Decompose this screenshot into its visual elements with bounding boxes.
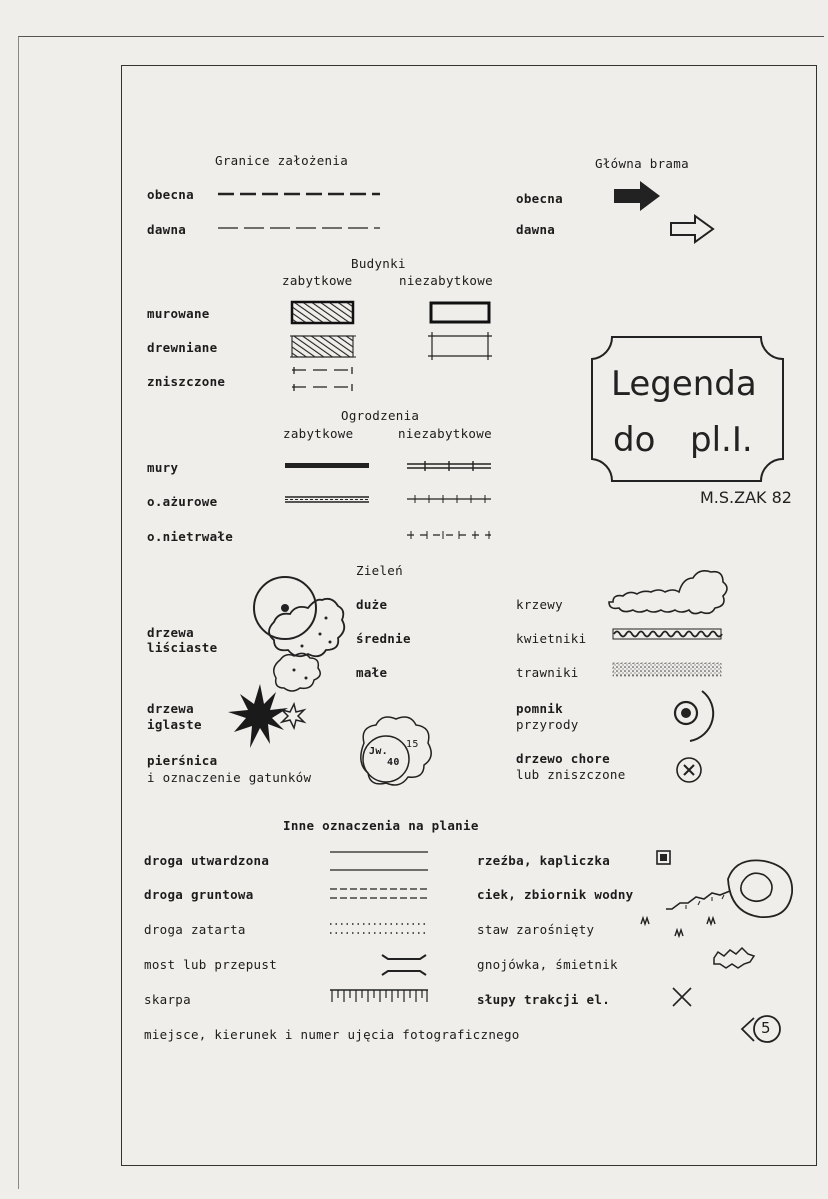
flowerbeds-label: kwietniki — [516, 631, 587, 646]
greenery-heading: Zieleń — [356, 563, 403, 578]
legend-title-plate: pl.I. — [690, 420, 753, 460]
manure-pit-label: gnojówka, śmietnik — [477, 957, 618, 972]
building-destroyed-symbol — [290, 366, 356, 392]
fence-temporary-symbol — [407, 529, 493, 541]
photo-point-label: miejsce, kierunek i numer ujęcia fotograficznego — [144, 1027, 520, 1042]
fences-row-openwork: o.ażurowe — [147, 494, 218, 509]
conifer-label-line1: drzewa — [147, 701, 194, 716]
boundary-former-label: dawna — [147, 222, 187, 237]
overgrown-pond-icon — [637, 914, 729, 944]
fence-openwork-non-historic-symbol — [407, 493, 493, 505]
bridge-symbol — [380, 953, 430, 977]
fence-openwork-historic-symbol — [285, 495, 371, 505]
escarpment-label: skarpa — [144, 992, 191, 1007]
legend-title-frame — [590, 335, 785, 485]
buildings-row-brick: murowane — [147, 306, 210, 321]
dirt-road-symbol — [330, 886, 430, 902]
other-heading: Inne oznaczenia na planie — [283, 818, 479, 833]
flowerbeds-symbol — [612, 627, 724, 641]
gate-current-label: obecna — [516, 191, 563, 206]
boundary-current-label: obecna — [147, 187, 194, 202]
boundaries-heading: Granice założenia — [215, 153, 349, 168]
sculpture-label: rzeźba, kapliczka — [477, 853, 611, 868]
gate-former-arrow-icon — [669, 214, 717, 244]
dirt-road-label: droga gruntowa — [144, 887, 254, 902]
manure-pit-icon — [712, 946, 756, 970]
boundary-current-symbol — [218, 192, 380, 198]
shrubs-label: krzewy — [516, 597, 563, 612]
gate-former-label: dawna — [516, 222, 556, 237]
monument-label-line2: przyrody — [516, 717, 579, 732]
conifer-trees-icon — [226, 682, 310, 758]
watercourse-label: ciek, zbiornik wodny — [477, 887, 634, 902]
author-signature: M.S.ZAK 82 — [700, 488, 792, 507]
trunk-species-code: Jw. — [369, 746, 388, 757]
trunk-label-line1: pierśnica — [147, 753, 218, 768]
paved-road-symbol — [330, 850, 430, 874]
fences-heading: Ogrodzenia — [341, 408, 420, 423]
buildings-col-non-historic: niezabytkowe — [399, 273, 493, 288]
shrubs-symbol — [609, 572, 725, 618]
trunk-circumference-value: 40 — [387, 757, 400, 768]
faded-road-label: droga zatarta — [144, 922, 246, 937]
greenery-size-small: małe — [356, 665, 388, 680]
building-wood-historic-symbol — [290, 334, 356, 360]
sick-tree-icon — [674, 755, 706, 787]
conifer-label-line2: iglaste — [147, 717, 202, 732]
fence-wall-non-historic-symbol — [407, 460, 493, 472]
paved-road-label: droga utwardzona — [144, 853, 270, 868]
deciduous-label-line1: drzewa — [147, 625, 194, 640]
photo-point-number: 5 — [761, 1019, 771, 1037]
bridge-label: most lub przepust — [144, 957, 278, 972]
sick-tree-label-line1: drzewo chore — [516, 751, 610, 766]
legend-title-do: do — [613, 420, 656, 460]
fences-row-walls: mury — [147, 460, 179, 475]
escarpment-symbol — [330, 988, 430, 1004]
monument-label-line1: pomnik — [516, 701, 563, 716]
trunk-circumference-icon — [356, 713, 432, 789]
fences-col-historic: zabytkowe — [283, 426, 354, 441]
deciduous-label-line2: liściaste — [147, 640, 218, 655]
fence-wall-historic-symbol — [285, 461, 371, 471]
buildings-heading: Budynki — [351, 256, 406, 271]
buildings-row-destroyed: zniszczone — [147, 374, 226, 389]
boundary-former-symbol — [218, 226, 380, 232]
lawns-label: trawniki — [516, 665, 579, 680]
trunk-label-line2: i oznaczenie gatunków — [147, 770, 312, 785]
power-poles-label: słupy trakcji el. — [477, 992, 611, 1007]
buildings-row-wood: drewniane — [147, 340, 218, 355]
building-wood-non-historic-symbol — [428, 332, 494, 360]
faded-road-symbol — [330, 921, 430, 937]
overgrown-pond-label: staw zarośnięty — [477, 922, 595, 937]
fences-col-non-historic: niezabytkowe — [398, 426, 492, 441]
deciduous-trees-icon — [250, 576, 350, 696]
buildings-col-historic: zabytkowe — [282, 273, 353, 288]
legend-title-line1: Legenda — [611, 364, 757, 404]
gate-current-arrow-icon — [614, 181, 662, 211]
greenery-size-medium: średnie — [356, 631, 411, 646]
building-brick-non-historic-symbol — [428, 300, 494, 326]
building-brick-historic-symbol — [290, 300, 356, 326]
gate-heading: Główna brama — [595, 156, 689, 171]
natural-monument-icon — [666, 687, 722, 743]
greenery-size-large: duże — [356, 597, 388, 612]
trunk-number: 15 — [406, 739, 419, 750]
fences-row-temporary: o.nietrwałe — [147, 529, 234, 544]
lawns-symbol — [612, 662, 724, 678]
sick-tree-label-line2: lub zniszczone — [516, 767, 626, 782]
power-pole-icon — [670, 985, 694, 1009]
